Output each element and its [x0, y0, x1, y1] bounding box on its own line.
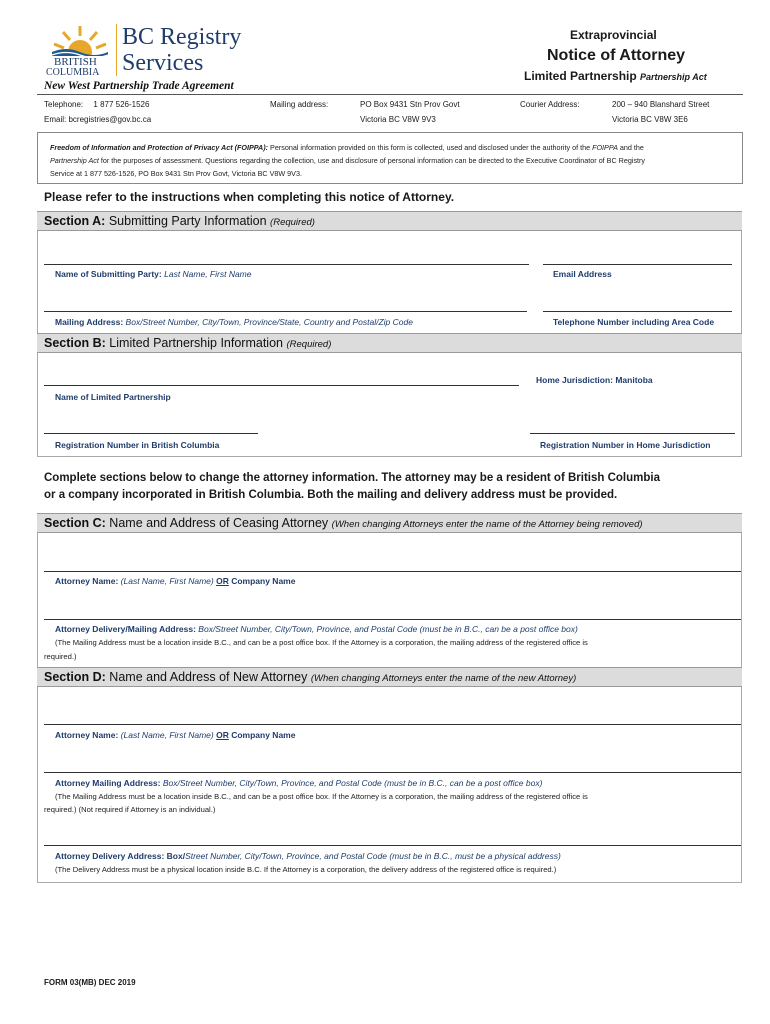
section-c-req: (When changing Attorneys enter the name of the Attorney being removed): [331, 519, 643, 530]
ceasing-attorney-address-label: [55, 624, 578, 634]
new-attorney-name-label: [55, 730, 295, 740]
email-label: Email:: [44, 115, 67, 124]
sd-mail-hint: Box/Street Number, City/Town, Province, and Postal Code (must be in B.C., can be a post office box): [162, 778, 543, 788]
telephone-field[interactable]: [543, 311, 732, 312]
form-subtitle-text: Limited Partnership: [524, 69, 637, 83]
mailing-address-field[interactable]: [44, 311, 527, 312]
ceasing-address-note-1: (The Mailing Address must be a location inside B.C., and can be a post office box. If the Attorney is a corporation, the mailing address of the registered office is: [55, 638, 588, 647]
submitting-party-name-field[interactable]: [44, 264, 529, 265]
section-c-label: Section C:: [44, 516, 106, 530]
mailing-line1: PO Box 9431 Stn Prov Govt: [360, 100, 460, 109]
section-a-header: [37, 211, 742, 231]
contact-email: [44, 115, 151, 124]
courier-label: Courier Address:: [520, 100, 580, 109]
instructions: Please refer to the instructions when completing this notice of Attorney.: [44, 190, 455, 204]
foippa-line1: [50, 141, 732, 154]
new-attorney-name-field[interactable]: [44, 724, 741, 725]
telephone-value: 1 877 526-1526: [93, 100, 150, 109]
section-a-label: Section A:: [44, 214, 106, 228]
foippa-text1: Personal information provided on this form is collected, used and disclosed under the authority of the: [270, 143, 591, 152]
mailing-line2: Victoria BC V8W 9V3: [360, 115, 436, 124]
foippa-line3: Service at 1 877 526-1526, PO Box 9431 Stn Prov Govt, Victoria BC V8W 9V3.: [50, 169, 302, 178]
submitting-party-name-label: [55, 269, 252, 279]
foippa-box: [37, 132, 743, 184]
registration-bc-label: Registration Number in British Columbia: [55, 440, 220, 450]
registration-home-label: Registration Number in Home Jurisdiction: [540, 440, 711, 450]
ceasing-attorney-name-label: [55, 576, 295, 586]
new-mailing-note-1: (The Mailing Address must be a location inside B.C., and can be a post office box. If the Attorney is a corporation, the mailing address of the registered office is: [55, 792, 588, 801]
email-value[interactable]: bcregistries@gov.bc.ca: [68, 115, 152, 124]
new-attorney-mailing-label: [55, 778, 542, 788]
sd-company: Company Name: [231, 730, 296, 740]
sd-name-hint: (Last Name, First Name): [120, 730, 214, 740]
foippa-line2: [50, 154, 732, 167]
section-d-header: [37, 667, 742, 687]
sd-deliv-label: Attorney Delivery Address: Box/: [55, 851, 186, 861]
sd-deliv-hint: Street Number, City/Town, Province, and Postal Code (must be in B.C., must be a physical address): [185, 851, 561, 861]
foippa-text2-italic: Partnership Act: [50, 156, 99, 165]
bc-sun-icon: [48, 22, 112, 56]
sc-company: Company Name: [231, 576, 296, 586]
sc-name-hint: (Last Name, First Name): [120, 576, 214, 586]
form-category: Extraprovincial: [570, 28, 657, 42]
sc-addr-label: Attorney Delivery/Mailing Address:: [55, 624, 196, 634]
sc-name-label: Attorney Name:: [55, 576, 119, 586]
courier-line1: 200 – 940 Blanshard Street: [612, 100, 710, 109]
section-d-label: Section D:: [44, 670, 106, 684]
agreement-title: New West Partnership Trade Agreement: [44, 80, 234, 92]
section-d-req: (When changing Attorneys enter the name of the new Attorney): [310, 673, 577, 684]
section-b-title: Limited Partnership Information: [109, 336, 283, 350]
section-d-title: Name and Address of New Attorney: [109, 670, 308, 684]
home-jurisdiction: Home Jurisdiction: Manitoba: [536, 375, 653, 385]
ceasing-address-note-2: required.): [44, 652, 77, 661]
sa-name-label: Name of Submitting Party:: [55, 269, 162, 279]
brand-line-2: Services: [122, 50, 204, 76]
sa-mailing-label: Mailing Address:: [55, 317, 124, 327]
form-number: FORM 03(MB) DEC 2019: [44, 978, 136, 987]
email-address-field[interactable]: [543, 264, 732, 265]
sd-name-label: Attorney Name:: [55, 730, 119, 740]
new-attorney-delivery-field[interactable]: [44, 845, 741, 846]
sa-mailing-hint: Box/Street Number, City/Town, Province/State, Country and Postal/Zip Code: [125, 317, 413, 327]
email-address-label: Email Address: [553, 269, 612, 279]
limited-partnership-name-field[interactable]: [44, 385, 519, 386]
registration-bc-field[interactable]: [44, 433, 258, 434]
section-b-label: Section B:: [44, 336, 106, 350]
mailing-address-label: [55, 317, 413, 327]
registration-home-field[interactable]: [530, 433, 735, 434]
complete-note-1: Complete sections below to change the attorney information. The attorney may be a resident of British Columbia: [44, 472, 660, 484]
bc-wordmark-1: BRITISH: [54, 56, 97, 68]
section-c-title: Name and Address of Ceasing Attorney: [109, 516, 329, 530]
ceasing-attorney-name-field[interactable]: [44, 571, 741, 572]
telephone-label-a: Telephone Number including Area Code: [553, 317, 715, 327]
foippa-text1-italic: FOIPPA: [592, 143, 618, 152]
new-attorney-mailing-field[interactable]: [44, 772, 741, 773]
form-title: Notice of Attorney: [547, 47, 686, 64]
foippa-text2: for the purposes of assessment. Questions regarding the collection, use and disclosure of personal information can be directed to the Executive Coordinator of BC Registry: [100, 156, 646, 165]
foippa-text1-end: and the: [619, 143, 644, 152]
courier-line2: Victoria BC V8W 3E6: [612, 115, 688, 124]
limited-partnership-name-label: Name of Limited Partnership: [55, 392, 171, 402]
section-a-title: Submitting Party Information: [108, 214, 267, 228]
logo-divider: [116, 24, 117, 76]
bc-logo: [44, 22, 244, 82]
brand-line-1: BC Registry: [122, 24, 242, 50]
ceasing-attorney-address-field[interactable]: [44, 619, 741, 620]
sd-mail-label: Attorney Mailing Address:: [55, 778, 161, 788]
sa-name-hint: Last Name, First Name: [164, 269, 252, 279]
sc-addr-hint: Box/Street Number, City/Town, Province, and Postal Code (must be in B.C., can be a post office box): [198, 624, 578, 634]
complete-note-2: or a company incorporated in British Columbia. Both the mailing and delivery address must be provided.: [44, 489, 618, 501]
section-a-req: (Required): [270, 217, 315, 228]
sc-or: OR: [216, 576, 229, 586]
section-b-req: (Required): [286, 339, 332, 350]
new-mailing-note-2: required.) (Not required if Attorney is an individual.): [44, 805, 216, 814]
header-rule: [37, 94, 743, 95]
new-delivery-note: (The Delivery Address must be a physical location inside B.C. If the Attorney is a corporation, the delivery address of the registered office is required.): [55, 865, 557, 874]
foippa-title: Freedom of Information and Protection of Privacy Act (FOIPPA):: [50, 143, 269, 152]
sd-or: OR: [216, 730, 229, 740]
section-c-header: [37, 513, 742, 533]
form-subtitle: [524, 69, 707, 83]
telephone-label: Telephone:: [44, 100, 84, 109]
mailing-label: Mailing address:: [270, 100, 329, 109]
section-b-header: [37, 333, 742, 353]
contact-telephone: [44, 100, 149, 109]
form-act: Partnership Act: [640, 72, 707, 82]
new-attorney-delivery-label: [55, 851, 561, 861]
bc-wordmark-2: COLUMBIA: [46, 67, 100, 78]
